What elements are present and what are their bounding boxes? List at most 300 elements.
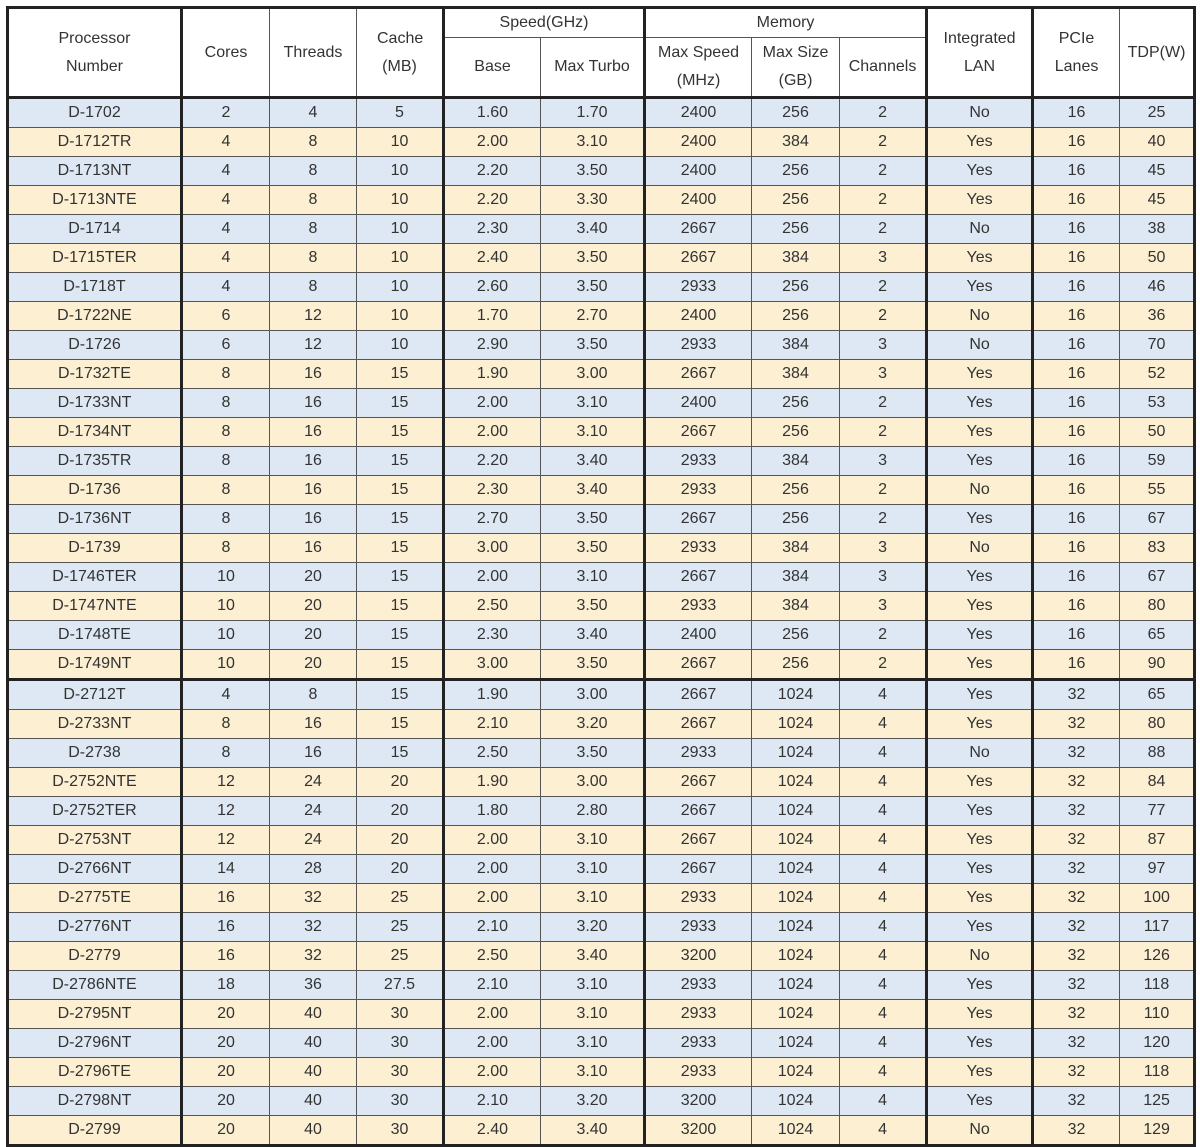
cell-integrated-lan: Yes <box>927 505 1033 534</box>
cell-max-memory-speed: 2667 <box>645 826 752 855</box>
cell-base-speed: 2.30 <box>444 215 541 244</box>
cell-threads: 40 <box>270 1087 357 1116</box>
cell-pcie-lanes: 16 <box>1033 98 1120 128</box>
cell-integrated-lan: Yes <box>927 360 1033 389</box>
cell-max-memory-size: 1024 <box>752 971 840 1000</box>
cell-max-memory-speed: 2400 <box>645 621 752 650</box>
cell-processor-number: D-2752TER <box>8 797 182 826</box>
cell-max-memory-size: 256 <box>752 505 840 534</box>
cell-threads: 12 <box>270 331 357 360</box>
cell-pcie-lanes: 16 <box>1033 157 1120 186</box>
cell-tdp: 90 <box>1120 650 1195 680</box>
cell-cores: 12 <box>182 797 270 826</box>
cell-max-memory-speed: 2933 <box>645 739 752 768</box>
cell-processor-number: D-1713NTE <box>8 186 182 215</box>
table-row <box>8 331 1195 360</box>
cell-channels: 3 <box>840 592 927 621</box>
cell-cache: 30 <box>357 1058 444 1087</box>
cell-channels: 2 <box>840 302 927 331</box>
cell-channels: 2 <box>840 389 927 418</box>
cell-cores: 10 <box>182 563 270 592</box>
cell-threads: 40 <box>270 1116 357 1146</box>
cell-max-turbo: 3.40 <box>541 215 645 244</box>
cell-max-memory-size: 1024 <box>752 826 840 855</box>
cell-max-memory-speed: 2667 <box>645 418 752 447</box>
cell-pcie-lanes: 16 <box>1033 186 1120 215</box>
cell-channels: 4 <box>840 797 927 826</box>
cell-tdp: 67 <box>1120 505 1195 534</box>
cell-max-memory-speed: 3200 <box>645 1087 752 1116</box>
cell-integrated-lan: Yes <box>927 186 1033 215</box>
cell-cores: 8 <box>182 447 270 476</box>
cell-max-memory-size: 256 <box>752 418 840 447</box>
cell-cache: 10 <box>357 302 444 331</box>
cell-max-memory-size: 1024 <box>752 797 840 826</box>
cell-channels: 4 <box>840 913 927 942</box>
cell-cores: 4 <box>182 215 270 244</box>
cell-max-memory-speed: 2667 <box>645 797 752 826</box>
cell-cores: 20 <box>182 1058 270 1087</box>
cell-channels: 2 <box>840 418 927 447</box>
table-row <box>8 389 1195 418</box>
table-row <box>8 1116 1195 1146</box>
cell-threads: 8 <box>270 186 357 215</box>
cell-threads: 28 <box>270 855 357 884</box>
cell-cache: 15 <box>357 710 444 739</box>
cell-tdp: 77 <box>1120 797 1195 826</box>
cell-integrated-lan: Yes <box>927 797 1033 826</box>
cell-cores: 20 <box>182 1000 270 1029</box>
cell-channels: 4 <box>840 942 927 971</box>
cell-channels: 4 <box>840 971 927 1000</box>
cell-pcie-lanes: 16 <box>1033 650 1120 680</box>
table-row <box>8 98 1195 128</box>
cell-tdp: 50 <box>1120 244 1195 273</box>
cell-cache: 10 <box>357 244 444 273</box>
cell-threads: 24 <box>270 826 357 855</box>
cell-channels: 4 <box>840 884 927 913</box>
cell-max-memory-speed: 2667 <box>645 680 752 710</box>
cell-base-speed: 2.00 <box>444 418 541 447</box>
cell-pcie-lanes: 32 <box>1033 1029 1120 1058</box>
cell-max-memory-speed: 2667 <box>645 855 752 884</box>
cell-threads: 20 <box>270 650 357 680</box>
table-row <box>8 710 1195 739</box>
cell-tdp: 126 <box>1120 942 1195 971</box>
cell-max-turbo: 3.50 <box>541 650 645 680</box>
cell-max-memory-speed: 2933 <box>645 971 752 1000</box>
table-body <box>8 98 1195 1146</box>
cell-threads: 20 <box>270 563 357 592</box>
cell-max-memory-size: 256 <box>752 476 840 505</box>
header-max-size: Max Size (GB) <box>752 38 840 98</box>
cell-pcie-lanes: 16 <box>1033 244 1120 273</box>
cell-cache: 30 <box>357 1029 444 1058</box>
cell-pcie-lanes: 32 <box>1033 826 1120 855</box>
cell-channels: 4 <box>840 680 927 710</box>
cell-max-memory-size: 384 <box>752 563 840 592</box>
cell-threads: 16 <box>270 389 357 418</box>
cell-pcie-lanes: 32 <box>1033 971 1120 1000</box>
cell-channels: 4 <box>840 710 927 739</box>
cell-pcie-lanes: 32 <box>1033 710 1120 739</box>
cell-integrated-lan: Yes <box>927 1000 1033 1029</box>
cell-cache: 30 <box>357 1087 444 1116</box>
cell-integrated-lan: Yes <box>927 1087 1033 1116</box>
cell-base-speed: 2.10 <box>444 710 541 739</box>
cell-max-turbo: 3.10 <box>541 826 645 855</box>
table-row <box>8 739 1195 768</box>
cell-cores: 18 <box>182 971 270 1000</box>
cell-base-speed: 2.00 <box>444 563 541 592</box>
cell-processor-number: D-1732TE <box>8 360 182 389</box>
cell-max-turbo: 3.10 <box>541 563 645 592</box>
cell-tdp: 36 <box>1120 302 1195 331</box>
cell-max-turbo: 3.50 <box>541 331 645 360</box>
cell-cores: 8 <box>182 739 270 768</box>
header-cores: Cores <box>182 8 270 98</box>
cell-tdp: 38 <box>1120 215 1195 244</box>
table-row <box>8 768 1195 797</box>
cell-threads: 24 <box>270 768 357 797</box>
cell-threads: 24 <box>270 797 357 826</box>
cell-integrated-lan: Yes <box>927 389 1033 418</box>
cell-cores: 8 <box>182 418 270 447</box>
cell-pcie-lanes: 16 <box>1033 215 1120 244</box>
cell-channels: 3 <box>840 360 927 389</box>
cell-max-memory-speed: 2933 <box>645 476 752 505</box>
cell-channels: 4 <box>840 1058 927 1087</box>
cell-tdp: 83 <box>1120 534 1195 563</box>
cell-tdp: 97 <box>1120 855 1195 884</box>
cell-base-speed: 2.50 <box>444 739 541 768</box>
cell-pcie-lanes: 16 <box>1033 360 1120 389</box>
cell-pcie-lanes: 16 <box>1033 273 1120 302</box>
table-row <box>8 447 1195 476</box>
cell-max-memory-speed: 2400 <box>645 186 752 215</box>
cell-tdp: 46 <box>1120 273 1195 302</box>
cell-base-speed: 2.40 <box>444 1116 541 1146</box>
cell-max-memory-size: 256 <box>752 302 840 331</box>
cell-max-memory-speed: 2400 <box>645 389 752 418</box>
cell-max-memory-size: 1024 <box>752 1029 840 1058</box>
cell-processor-number: D-2779 <box>8 942 182 971</box>
cell-max-turbo: 3.20 <box>541 1087 645 1116</box>
cell-pcie-lanes: 16 <box>1033 534 1120 563</box>
cell-tdp: 45 <box>1120 157 1195 186</box>
cell-pcie-lanes: 32 <box>1033 739 1120 768</box>
cell-cores: 12 <box>182 768 270 797</box>
header-speed-group: Speed(GHz) <box>444 8 645 38</box>
cell-cores: 6 <box>182 331 270 360</box>
cell-processor-number: D-2712T <box>8 680 182 710</box>
table-row <box>8 971 1195 1000</box>
cell-tdp: 125 <box>1120 1087 1195 1116</box>
cell-channels: 4 <box>840 1116 927 1146</box>
cell-channels: 4 <box>840 855 927 884</box>
cell-pcie-lanes: 32 <box>1033 1116 1120 1146</box>
table-row <box>8 244 1195 273</box>
cell-tdp: 65 <box>1120 680 1195 710</box>
cell-cache: 15 <box>357 418 444 447</box>
cell-max-turbo: 3.50 <box>541 534 645 563</box>
cell-channels: 4 <box>840 1029 927 1058</box>
cell-max-memory-speed: 2933 <box>645 534 752 563</box>
cell-processor-number: D-2753NT <box>8 826 182 855</box>
cell-cache: 15 <box>357 563 444 592</box>
cell-base-speed: 2.60 <box>444 273 541 302</box>
cell-tdp: 117 <box>1120 913 1195 942</box>
cell-channels: 4 <box>840 1087 927 1116</box>
table-row <box>8 157 1195 186</box>
cell-max-turbo: 2.70 <box>541 302 645 331</box>
cell-max-memory-speed: 2400 <box>645 157 752 186</box>
cell-cache: 30 <box>357 1000 444 1029</box>
cell-pcie-lanes: 32 <box>1033 797 1120 826</box>
cell-channels: 2 <box>840 98 927 128</box>
cell-cores: 8 <box>182 389 270 418</box>
header-integrated-lan: Integrated LAN <box>927 8 1033 98</box>
cell-channels: 2 <box>840 621 927 650</box>
cell-processor-number: D-2799 <box>8 1116 182 1146</box>
cell-integrated-lan: Yes <box>927 855 1033 884</box>
cell-max-memory-speed: 2933 <box>645 331 752 360</box>
cell-max-memory-speed: 2667 <box>645 710 752 739</box>
cell-integrated-lan: Yes <box>927 418 1033 447</box>
header-cache: Cache (MB) <box>357 8 444 98</box>
cell-base-speed: 2.50 <box>444 942 541 971</box>
cell-cores: 10 <box>182 592 270 621</box>
table-row <box>8 592 1195 621</box>
cell-cores: 16 <box>182 942 270 971</box>
cell-max-memory-size: 256 <box>752 215 840 244</box>
cell-threads: 32 <box>270 942 357 971</box>
cell-pcie-lanes: 16 <box>1033 389 1120 418</box>
cell-integrated-lan: Yes <box>927 710 1033 739</box>
cell-max-memory-speed: 2933 <box>645 1029 752 1058</box>
cell-tdp: 129 <box>1120 1116 1195 1146</box>
cell-max-turbo: 3.10 <box>541 1000 645 1029</box>
cell-max-turbo: 3.40 <box>541 942 645 971</box>
cell-cache: 15 <box>357 621 444 650</box>
cell-max-memory-speed: 2667 <box>645 505 752 534</box>
cell-max-memory-size: 256 <box>752 186 840 215</box>
cell-pcie-lanes: 16 <box>1033 302 1120 331</box>
header-channels: Channels <box>840 38 927 98</box>
header-threads: Threads <box>270 8 357 98</box>
cell-threads: 16 <box>270 360 357 389</box>
cell-max-memory-size: 1024 <box>752 710 840 739</box>
cell-channels: 4 <box>840 1000 927 1029</box>
table-row <box>8 680 1195 710</box>
cell-threads: 16 <box>270 505 357 534</box>
cell-pcie-lanes: 16 <box>1033 563 1120 592</box>
table-row <box>8 563 1195 592</box>
cell-processor-number: D-1726 <box>8 331 182 360</box>
cell-cores: 4 <box>182 128 270 157</box>
cell-cores: 20 <box>182 1087 270 1116</box>
cell-cores: 20 <box>182 1029 270 1058</box>
cell-processor-number: D-1748TE <box>8 621 182 650</box>
cell-pcie-lanes: 16 <box>1033 128 1120 157</box>
cell-cache: 15 <box>357 739 444 768</box>
cell-max-memory-size: 256 <box>752 650 840 680</box>
cell-max-turbo: 3.40 <box>541 476 645 505</box>
cell-max-memory-speed: 2667 <box>645 768 752 797</box>
cell-cache: 10 <box>357 186 444 215</box>
cell-tdp: 25 <box>1120 98 1195 128</box>
cell-cores: 2 <box>182 98 270 128</box>
table-row <box>8 1058 1195 1087</box>
cell-cache: 15 <box>357 592 444 621</box>
cell-max-turbo: 3.40 <box>541 447 645 476</box>
cell-tdp: 70 <box>1120 331 1195 360</box>
cell-threads: 40 <box>270 1058 357 1087</box>
cell-tdp: 67 <box>1120 563 1195 592</box>
cell-tdp: 88 <box>1120 739 1195 768</box>
cell-max-memory-size: 384 <box>752 128 840 157</box>
header-processor-number: Processor Number <box>8 8 182 98</box>
cell-max-turbo: 3.40 <box>541 1116 645 1146</box>
cell-max-memory-size: 1024 <box>752 855 840 884</box>
table-header <box>8 8 1195 98</box>
cell-cache: 10 <box>357 215 444 244</box>
header-max-turbo: Max Turbo <box>541 38 645 98</box>
cell-cache: 10 <box>357 273 444 302</box>
cell-base-speed: 2.20 <box>444 186 541 215</box>
cell-integrated-lan: Yes <box>927 768 1033 797</box>
cell-max-turbo: 3.50 <box>541 157 645 186</box>
cell-threads: 12 <box>270 302 357 331</box>
cell-cache: 15 <box>357 505 444 534</box>
cell-base-speed: 2.30 <box>444 476 541 505</box>
cell-cores: 4 <box>182 273 270 302</box>
cell-cache: 25 <box>357 942 444 971</box>
cell-max-memory-size: 384 <box>752 534 840 563</box>
cell-integrated-lan: Yes <box>927 680 1033 710</box>
cell-threads: 16 <box>270 710 357 739</box>
cell-integrated-lan: No <box>927 1116 1033 1146</box>
cell-max-memory-size: 1024 <box>752 680 840 710</box>
cell-threads: 16 <box>270 739 357 768</box>
cell-max-turbo: 3.10 <box>541 855 645 884</box>
cell-processor-number: D-1714 <box>8 215 182 244</box>
cell-base-speed: 2.50 <box>444 592 541 621</box>
cell-integrated-lan: Yes <box>927 621 1033 650</box>
cell-integrated-lan: Yes <box>927 128 1033 157</box>
cell-base-speed: 2.20 <box>444 157 541 186</box>
cell-channels: 2 <box>840 650 927 680</box>
cell-max-memory-size: 1024 <box>752 1087 840 1116</box>
cell-max-memory-speed: 2933 <box>645 1058 752 1087</box>
cell-max-memory-speed: 3200 <box>645 942 752 971</box>
cell-max-memory-size: 256 <box>752 389 840 418</box>
cell-max-turbo: 3.10 <box>541 971 645 1000</box>
cell-processor-number: D-1722NE <box>8 302 182 331</box>
cell-cache: 15 <box>357 360 444 389</box>
cell-tdp: 53 <box>1120 389 1195 418</box>
cell-channels: 2 <box>840 476 927 505</box>
cell-base-speed: 2.00 <box>444 128 541 157</box>
cell-max-memory-speed: 2933 <box>645 592 752 621</box>
cell-cores: 16 <box>182 913 270 942</box>
cell-pcie-lanes: 32 <box>1033 680 1120 710</box>
cell-threads: 8 <box>270 157 357 186</box>
table-row <box>8 215 1195 244</box>
cell-channels: 2 <box>840 215 927 244</box>
cell-processor-number: D-2738 <box>8 739 182 768</box>
cell-tdp: 80 <box>1120 592 1195 621</box>
cell-processor-number: D-2733NT <box>8 710 182 739</box>
cell-pcie-lanes: 16 <box>1033 447 1120 476</box>
cell-processor-number: D-1713NT <box>8 157 182 186</box>
cell-cores: 8 <box>182 534 270 563</box>
cell-tdp: 87 <box>1120 826 1195 855</box>
cell-max-memory-size: 256 <box>752 157 840 186</box>
table-row <box>8 1029 1195 1058</box>
table-row <box>8 826 1195 855</box>
cell-cache: 15 <box>357 680 444 710</box>
cell-processor-number: D-2752NTE <box>8 768 182 797</box>
cell-base-speed: 2.00 <box>444 1058 541 1087</box>
cell-pcie-lanes: 16 <box>1033 592 1120 621</box>
cell-processor-number: D-1736NT <box>8 505 182 534</box>
cell-base-speed: 2.40 <box>444 244 541 273</box>
cell-max-turbo: 3.20 <box>541 710 645 739</box>
cell-integrated-lan: No <box>927 302 1033 331</box>
cell-cores: 20 <box>182 1116 270 1146</box>
cell-processor-number: D-2766NT <box>8 855 182 884</box>
cell-base-speed: 2.30 <box>444 621 541 650</box>
cell-cores: 4 <box>182 157 270 186</box>
cell-pcie-lanes: 16 <box>1033 505 1120 534</box>
header-tdp: TDP(W) <box>1120 8 1195 98</box>
cell-processor-number: D-1733NT <box>8 389 182 418</box>
cell-channels: 3 <box>840 447 927 476</box>
cell-max-turbo: 3.00 <box>541 360 645 389</box>
cell-tdp: 100 <box>1120 884 1195 913</box>
cell-base-speed: 1.60 <box>444 98 541 128</box>
table-row <box>8 913 1195 942</box>
cell-channels: 2 <box>840 186 927 215</box>
cell-max-turbo: 2.80 <box>541 797 645 826</box>
cell-max-memory-speed: 2933 <box>645 884 752 913</box>
cell-cache: 20 <box>357 855 444 884</box>
cell-channels: 2 <box>840 157 927 186</box>
cell-threads: 40 <box>270 1000 357 1029</box>
cell-integrated-lan: Yes <box>927 913 1033 942</box>
cell-max-memory-size: 1024 <box>752 1000 840 1029</box>
cell-integrated-lan: Yes <box>927 826 1033 855</box>
cell-threads: 20 <box>270 592 357 621</box>
cell-integrated-lan: No <box>927 98 1033 128</box>
cell-channels: 2 <box>840 273 927 302</box>
cell-processor-number: D-2796TE <box>8 1058 182 1087</box>
cell-processor-number: D-1747NTE <box>8 592 182 621</box>
cell-base-speed: 2.70 <box>444 505 541 534</box>
table-row <box>8 942 1195 971</box>
table-row <box>8 476 1195 505</box>
cell-cache: 30 <box>357 1116 444 1146</box>
cell-processor-number: D-1746TER <box>8 563 182 592</box>
cell-base-speed: 1.90 <box>444 360 541 389</box>
cell-processor-number: D-2775TE <box>8 884 182 913</box>
cell-integrated-lan: No <box>927 215 1033 244</box>
cell-base-speed: 2.00 <box>444 884 541 913</box>
cell-integrated-lan: No <box>927 942 1033 971</box>
cell-tdp: 84 <box>1120 768 1195 797</box>
cell-cores: 10 <box>182 621 270 650</box>
